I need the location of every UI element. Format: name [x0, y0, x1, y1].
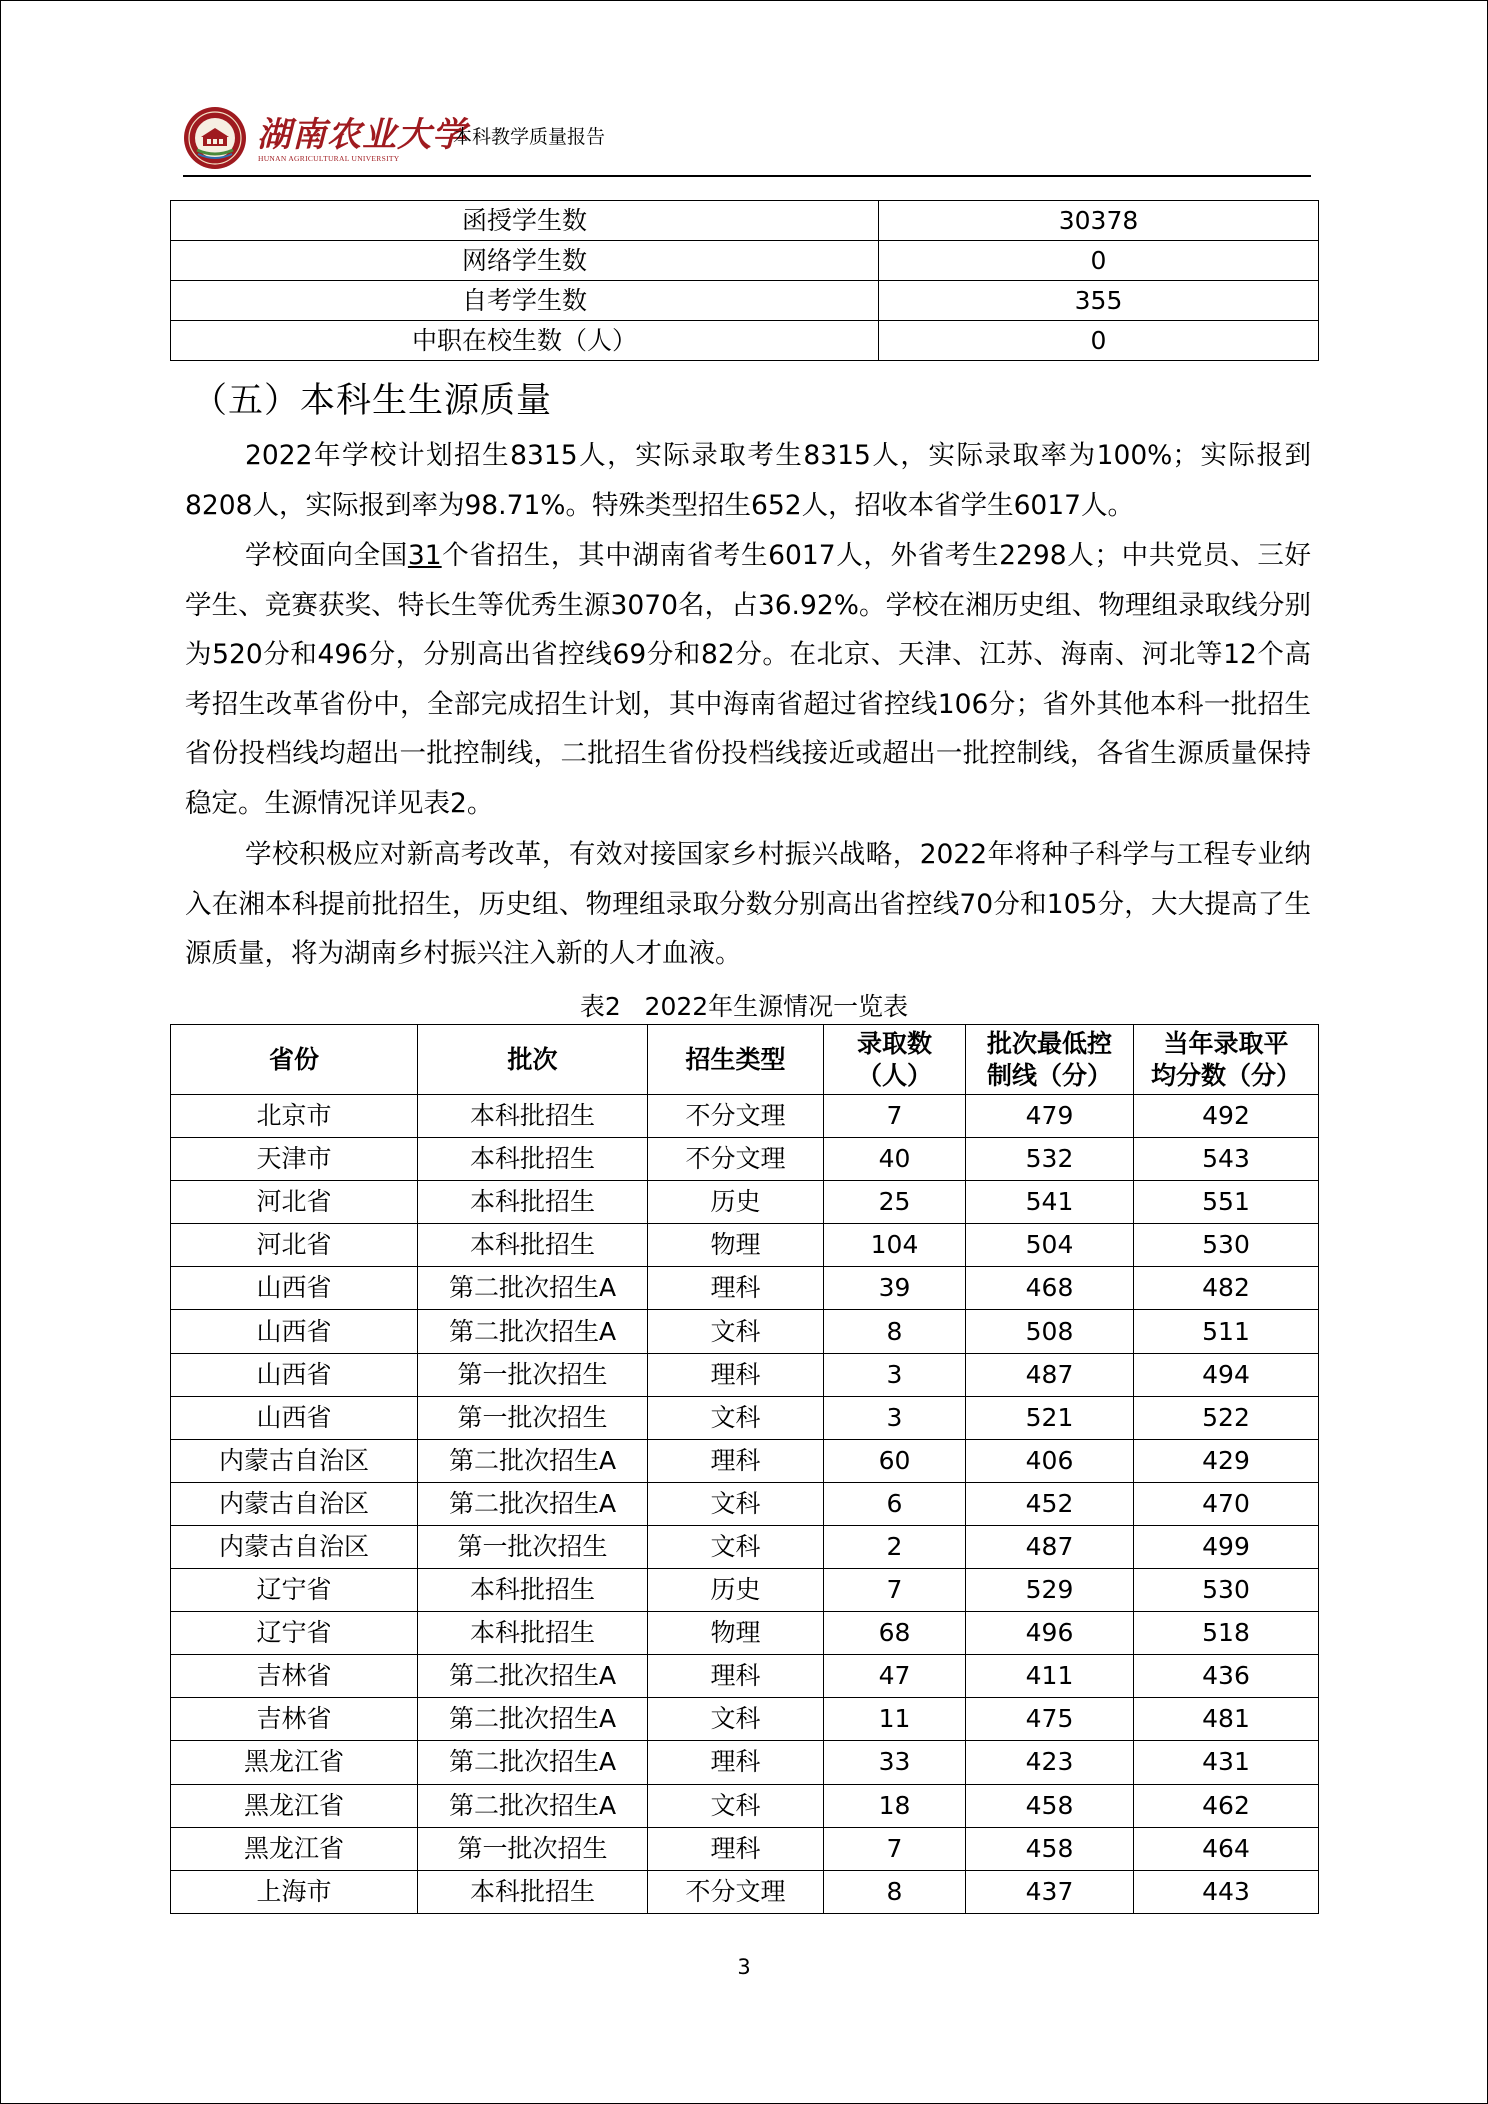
row-label: 自考学生数 [171, 281, 879, 321]
table-row [171, 1310, 1319, 1353]
cell-type: 不分文理 [648, 1870, 824, 1913]
cell-type: 不分文理 [648, 1138, 824, 1181]
cell-admitted: 60 [824, 1439, 966, 1482]
cell-min-line: 406 [966, 1439, 1134, 1482]
cell-min-line: 475 [966, 1698, 1134, 1741]
cell-type: 理科 [648, 1353, 824, 1396]
paragraph-text: 个省招生，其中湖南省考生6017人，外省考生2298人；中共党员、三好学生、竞赛获奖、特长生等优秀生源3070名，占36.92%。学校在湘历史组、物理组录取线分别为520分和496分，分别高出省控线69分和82分。在北京、天津、江苏、海南、河北等12个高考招生改革省份中，全部完成招生计划，其中海南省超过省控线106分；省外其他本科一批招生省份投档线均超出一批控制线，二批招生省份投档线接近或超出一批控制线，各省生源质量保持稳定。生源情况详见表2。 [185, 540, 1311, 819]
logo-text-cn: 湖南农业大学 [257, 115, 467, 155]
row-value: 30378 [879, 201, 1319, 241]
header-min-line [966, 1025, 1134, 1095]
cell-avg-score: 543 [1134, 1138, 1319, 1181]
cell-province: 河北省 [171, 1181, 418, 1224]
cell-avg-score: 470 [1134, 1482, 1319, 1525]
cell-admitted: 18 [824, 1784, 966, 1827]
header-avg-score [1134, 1025, 1319, 1095]
cell-avg-score: 429 [1134, 1439, 1319, 1482]
cell-type: 物理 [648, 1612, 824, 1655]
cell-province: 河北省 [171, 1224, 418, 1267]
table-row [171, 1396, 1319, 1439]
cell-type: 不分文理 [648, 1095, 824, 1138]
cell-avg-score: 482 [1134, 1267, 1319, 1310]
cell-batch: 第二批次招生A [418, 1698, 648, 1741]
header-min-line-line2: 制线（分） [986, 1060, 1112, 1090]
cell-type: 文科 [648, 1525, 824, 1568]
cell-batch: 第二批次招生A [418, 1310, 648, 1353]
cell-province: 北京市 [171, 1095, 418, 1138]
cell-type: 历史 [648, 1569, 824, 1612]
cell-avg-score: 443 [1134, 1870, 1319, 1913]
cell-batch: 第一批次招生 [418, 1827, 648, 1870]
header-divider [183, 175, 1311, 177]
header-avg-score-line2: 均分数（分） [1150, 1060, 1301, 1090]
underlined-number: 31 [407, 540, 442, 571]
cell-type: 理科 [648, 1741, 824, 1784]
cell-min-line: 541 [966, 1181, 1134, 1224]
cell-province: 内蒙古自治区 [171, 1482, 418, 1525]
cell-admitted: 25 [824, 1181, 966, 1224]
student-count-table [170, 200, 1319, 361]
paragraph-text: 学校面向全国 [245, 540, 408, 571]
cell-admitted: 7 [824, 1827, 966, 1870]
cell-avg-score: 518 [1134, 1612, 1319, 1655]
cell-min-line: 532 [966, 1138, 1134, 1181]
table-row [171, 321, 1319, 361]
table-row [171, 1612, 1319, 1655]
cell-type: 文科 [648, 1784, 824, 1827]
cell-min-line: 458 [966, 1784, 1134, 1827]
cell-batch: 本科批招生 [418, 1870, 648, 1913]
cell-batch: 第二批次招生A [418, 1784, 648, 1827]
cell-admitted: 7 [824, 1569, 966, 1612]
cell-min-line: 423 [966, 1741, 1134, 1784]
table-row [171, 1741, 1319, 1784]
cell-batch: 第一批次招生 [418, 1353, 648, 1396]
cell-admitted: 33 [824, 1741, 966, 1784]
header-type: 招生类型 [648, 1025, 824, 1095]
cell-batch: 第一批次招生 [418, 1396, 648, 1439]
table-row [171, 281, 1319, 321]
cell-admitted: 3 [824, 1396, 966, 1439]
table-row [171, 1267, 1319, 1310]
cell-batch: 第二批次招生A [418, 1439, 648, 1482]
paragraph-reform: 学校积极应对新高考改革，有效对接国家乡村振兴战略，2022年将种子科学与工程专业纳入在湘本科提前批招生，历史组、物理组录取分数分别高出省控线70分和105分，大大提高了生源质量，将为湖南乡村振兴注入新的人才血液。 [185, 839, 1311, 970]
cell-batch: 本科批招生 [418, 1138, 648, 1181]
table-row [171, 1827, 1319, 1870]
cell-avg-score: 511 [1134, 1310, 1319, 1353]
cell-batch: 第一批次招生 [418, 1525, 648, 1568]
cell-min-line: 411 [966, 1655, 1134, 1698]
table-header-row [171, 1025, 1319, 1095]
logo-text-en: HUNAN AGRICULTURAL UNIVERSITY [258, 154, 400, 163]
table-row [171, 1095, 1319, 1138]
cell-min-line: 504 [966, 1224, 1134, 1267]
cell-province: 黑龙江省 [171, 1827, 418, 1870]
cell-min-line: 487 [966, 1353, 1134, 1396]
table-row [171, 1181, 1319, 1224]
header-admitted-line2: （人） [856, 1060, 932, 1090]
cell-type: 理科 [648, 1655, 824, 1698]
cell-avg-score: 530 [1134, 1569, 1319, 1612]
cell-avg-score: 530 [1134, 1224, 1319, 1267]
report-title: 本科教学质量报告 [453, 126, 606, 148]
cell-min-line: 479 [966, 1095, 1134, 1138]
cell-min-line: 487 [966, 1525, 1134, 1568]
cell-min-line: 437 [966, 1870, 1134, 1913]
row-value: 355 [879, 281, 1319, 321]
paragraph-source-quality [185, 531, 1311, 829]
table-row [171, 1784, 1319, 1827]
cell-min-line: 521 [966, 1396, 1134, 1439]
cell-type: 历史 [648, 1181, 824, 1224]
table-row [171, 1698, 1319, 1741]
cell-batch: 本科批招生 [418, 1095, 648, 1138]
table-row [171, 1439, 1319, 1482]
cell-admitted: 6 [824, 1482, 966, 1525]
cell-province: 吉林省 [171, 1698, 418, 1741]
header-province: 省份 [171, 1025, 418, 1095]
cell-batch: 第二批次招生A [418, 1655, 648, 1698]
table-row [171, 1569, 1319, 1612]
cell-admitted: 8 [824, 1310, 966, 1353]
cell-min-line: 529 [966, 1569, 1134, 1612]
cell-admitted: 2 [824, 1525, 966, 1568]
cell-type: 文科 [648, 1310, 824, 1353]
cell-province: 上海市 [171, 1870, 418, 1913]
section-heading: （五）本科生生源质量 [192, 381, 553, 421]
cell-province: 黑龙江省 [171, 1741, 418, 1784]
cell-province: 辽宁省 [171, 1569, 418, 1612]
header-min-line-line1: 批次最低控 [986, 1028, 1112, 1058]
page-header [183, 106, 1311, 176]
cell-province: 山西省 [171, 1310, 418, 1353]
cell-type: 文科 [648, 1482, 824, 1525]
table-row [171, 1353, 1319, 1396]
cell-avg-score: 431 [1134, 1741, 1319, 1784]
cell-admitted: 40 [824, 1138, 966, 1181]
cell-province: 吉林省 [171, 1655, 418, 1698]
cell-admitted: 11 [824, 1698, 966, 1741]
cell-batch: 本科批招生 [418, 1224, 648, 1267]
table-row [171, 1224, 1319, 1267]
cell-batch: 第二批次招生A [418, 1267, 648, 1310]
cell-province: 辽宁省 [171, 1612, 418, 1655]
row-value: 0 [879, 241, 1319, 281]
cell-avg-score: 522 [1134, 1396, 1319, 1439]
cell-admitted: 47 [824, 1655, 966, 1698]
cell-admitted: 3 [824, 1353, 966, 1396]
cell-type: 理科 [648, 1827, 824, 1870]
cell-min-line: 468 [966, 1267, 1134, 1310]
table-row [171, 1138, 1319, 1181]
cell-avg-score: 436 [1134, 1655, 1319, 1698]
cell-avg-score: 492 [1134, 1095, 1319, 1138]
cell-min-line: 452 [966, 1482, 1134, 1525]
cell-type: 理科 [648, 1267, 824, 1310]
cell-avg-score: 499 [1134, 1525, 1319, 1568]
header-avg-score-line1: 当年录取平 [1163, 1028, 1289, 1058]
cell-avg-score: 494 [1134, 1353, 1319, 1396]
university-seal-icon [183, 106, 247, 170]
cell-province: 天津市 [171, 1138, 418, 1181]
cell-type: 物理 [648, 1224, 824, 1267]
row-label: 函授学生数 [171, 201, 879, 241]
cell-min-line: 496 [966, 1612, 1134, 1655]
header-admitted-line1: 录取数 [856, 1028, 932, 1058]
cell-batch: 第二批次招生A [418, 1482, 648, 1525]
table-row [171, 1655, 1319, 1698]
row-label: 中职在校生数（人） [171, 321, 879, 361]
page-number: 3 [737, 1955, 751, 1979]
paragraph-enrollment-summary: 2022年学校计划招生8315人，实际录取考生8315人，实际录取率为100%；实际报到8208人，实际报到率为98.71%。特殊类型招生652人，招收本省学生6017人。 [185, 440, 1311, 521]
header-batch: 批次 [418, 1025, 648, 1095]
cell-province: 山西省 [171, 1267, 418, 1310]
cell-province: 山西省 [171, 1353, 418, 1396]
cell-province: 黑龙江省 [171, 1784, 418, 1827]
table-row [171, 1482, 1319, 1525]
cell-batch: 本科批招生 [418, 1612, 648, 1655]
cell-batch: 本科批招生 [418, 1569, 648, 1612]
header-admitted [824, 1025, 966, 1095]
table-row [171, 201, 1319, 241]
cell-min-line: 508 [966, 1310, 1134, 1353]
table-row [171, 1525, 1319, 1568]
row-value: 0 [879, 321, 1319, 361]
cell-type: 理科 [648, 1439, 824, 1482]
table-row [171, 1870, 1319, 1913]
cell-avg-score: 462 [1134, 1784, 1319, 1827]
cell-province: 山西省 [171, 1396, 418, 1439]
admission-table-body [171, 1095, 1319, 1914]
cell-admitted: 39 [824, 1267, 966, 1310]
table-row [171, 241, 1319, 281]
cell-type: 文科 [648, 1698, 824, 1741]
cell-admitted: 104 [824, 1224, 966, 1267]
cell-type: 文科 [648, 1396, 824, 1439]
cell-avg-score: 481 [1134, 1698, 1319, 1741]
cell-admitted: 7 [824, 1095, 966, 1138]
cell-province: 内蒙古自治区 [171, 1439, 418, 1482]
table-caption: 表2 2022年生源情况一览表 [579, 992, 909, 1021]
cell-avg-score: 551 [1134, 1181, 1319, 1224]
cell-avg-score: 464 [1134, 1827, 1319, 1870]
admission-table [170, 1024, 1319, 1914]
cell-province: 内蒙古自治区 [171, 1525, 418, 1568]
cell-admitted: 8 [824, 1870, 966, 1913]
cell-min-line: 458 [966, 1827, 1134, 1870]
row-label: 网络学生数 [171, 241, 879, 281]
cell-admitted: 68 [824, 1612, 966, 1655]
university-logo [257, 115, 467, 164]
cell-batch: 第二批次招生A [418, 1741, 648, 1784]
cell-batch: 本科批招生 [418, 1181, 648, 1224]
